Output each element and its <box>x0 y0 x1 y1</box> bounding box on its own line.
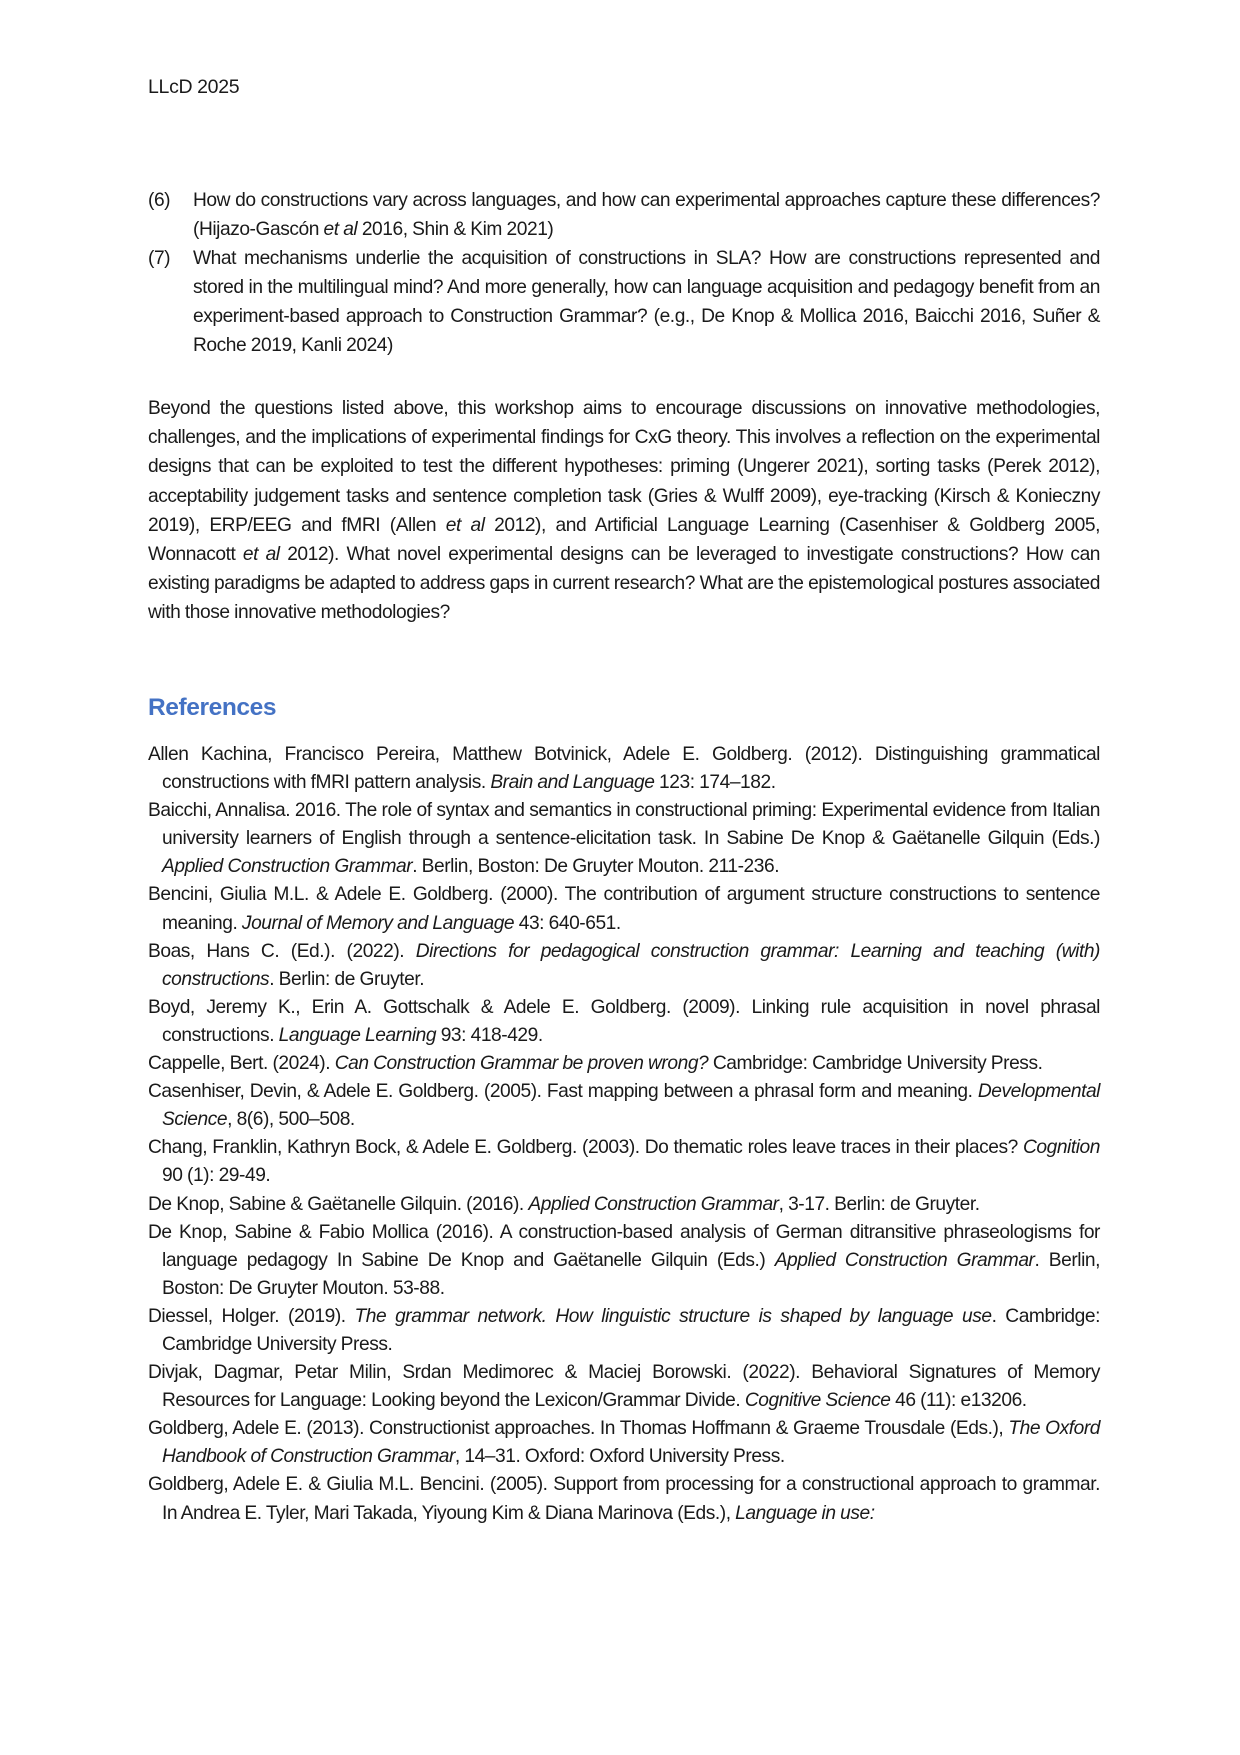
italic-run: et al <box>323 219 358 240</box>
reference-entry <box>148 1050 1100 1078</box>
reference-entry <box>148 1303 1100 1359</box>
italic-run: Cognition <box>1022 1137 1100 1159</box>
italic-run: Applied Construction Grammar <box>774 1249 1035 1271</box>
italic-run: The Oxford Handbook of Construction Grammar <box>162 1418 1100 1468</box>
italic-run: Developmental Science <box>162 1081 1100 1131</box>
text-run: De Knop, Sabine & Fabio Mollica (2016). A construction-based analysis of German ditransitive phraseologisms for language pedagogy In Sabine De Knop and Gaëtanelle Gilquin (Eds.) <box>148 1221 1100 1271</box>
text-run: Diessel, Holger. (2019). <box>148 1305 355 1327</box>
text-run: Cambridge: Cambridge University Press. <box>708 1053 1043 1075</box>
text-run: Baicchi, Annalisa. 2016. The role of syntax and semantics in constructional priming: Experimental evidence from Italian university learners of English through a sentence-elicitation task. In Sabine De Knop & Gaëtanelle Gilquin (Eds.) <box>148 800 1100 850</box>
question-text <box>193 186 1100 244</box>
question-item <box>148 186 1100 244</box>
text-run: Chang, Franklin, Kathryn Bock, & Adele E. Goldberg. (2003). Do thematic roles leave traces in their places? <box>148 1137 1023 1159</box>
text-run: , 3-17. Berlin: de Gruyter. <box>778 1193 980 1215</box>
text-run: 43: 640-651. <box>514 912 621 934</box>
text-run: 93: 418-429. <box>436 1024 543 1046</box>
text-run: Boas, Hans C. (Ed.). (2022). <box>148 940 416 962</box>
reference-entry <box>148 1471 1100 1527</box>
question-number: (7) <box>148 248 171 269</box>
text-run: Beyond the questions listed above, this workshop aims to encourage discussions on innovative methodologies, challenges, and the implications of experimental findings for CxG theory. This involves a reflection on the experimental designs that can be exploited to test the different hypotheses: priming (Ungerer 2021), sorting tasks (Perek 2012), acceptability judgement tasks and sentence completion task (Gries & Wulff 2009), eye-tracking (Kirsch & Konieczny 2019), ERP/EEG and fMRI (Allen <box>148 398 1100 536</box>
text-run: 2012). What novel experimental designs can be leveraged to investigate constructions? How can existing paradigms be adapted to address gaps in current research? What are the epistemological postures associated with those innovative methodologies? <box>148 544 1101 624</box>
text-run: Casenhiser, Devin, & Adele E. Goldberg. (2005). Fast mapping between a phrasal form and meaning. <box>148 1081 978 1103</box>
reference-entry <box>148 797 1100 881</box>
text-run: Allen Kachina, Francisco Pereira, Matthew Botvinick, Adele E. Goldberg. (2012). Distinguishing grammatical constructions with fMRI pattern analysis. <box>148 744 1100 794</box>
text-run: 90 (1): 29-49. <box>162 1165 271 1187</box>
question-text <box>193 244 1100 360</box>
text-run: De Knop, Sabine & Gaëtanelle Gilquin. (2016). <box>148 1193 529 1215</box>
text-run: Bencini, Giulia M.L. & Adele E. Goldberg. (2000). The contribution of argument structure constructions to sentence meaning. <box>148 884 1100 934</box>
italic-run: The grammar network. How linguistic structure is shaped by language use <box>354 1305 992 1327</box>
text-run: . Berlin, Boston: De Gruyter Mouton. 53-88. <box>162 1249 1100 1299</box>
body-paragraph <box>148 394 1100 628</box>
italic-run: Applied Construction Grammar <box>162 856 413 878</box>
italic-run: Directions for pedagogical construction grammar: Learning and teaching (with) constructions <box>162 940 1100 990</box>
references-heading: References <box>148 694 277 721</box>
text-run: 2012), and Artificial Language Learning (Casenhiser & Goldberg 2005, Wonnacott <box>148 514 1100 566</box>
reference-entry <box>148 938 1100 994</box>
running-header: LLcD 2025 <box>148 76 240 98</box>
reference-entry <box>148 1078 1100 1134</box>
italic-run: Brain and Language <box>490 772 655 794</box>
italic-run: Can Construction Grammar be proven wrong? <box>334 1053 709 1075</box>
reference-entry <box>148 1134 1100 1190</box>
text-run: . Cambridge: Cambridge University Press. <box>162 1305 1100 1355</box>
text-run: Divjak, Dagmar, Petar Milin, Srdan Medimorec & Maciej Borowski. (2022). Behavioral Signatures of Memory Resources for Language: Looking beyond the Lexicon/Grammar Divide. <box>148 1362 1100 1412</box>
italic-run: et al <box>445 514 485 536</box>
italic-run: Language Learning <box>278 1024 437 1046</box>
question-list <box>148 186 1100 360</box>
italic-run: Language in use: <box>735 1502 875 1524</box>
text-run: How do constructions vary across languages, and how can experimental approaches capture these differences? (Hijazo-Gascón <box>193 190 1100 240</box>
text-run: Goldberg, Adele E. (2013). Constructionist approaches. In Thomas Hoffmann & Graeme Trousdale (Eds.), <box>148 1418 1009 1440</box>
text-run: 123: 174–182. <box>654 772 776 794</box>
question-number: (6) <box>148 190 171 211</box>
reference-entry <box>148 1415 1100 1471</box>
text-run: Goldberg, Adele E. & Giulia M.L. Bencini. (2005). Support from processing for a constructional approach to grammar. In Andrea E. Tyler, Mari Takada, Yiyoung Kim & Diana Marinova (Eds.), <box>148 1474 1100 1524</box>
reference-entry <box>148 1219 1100 1303</box>
italic-run: Cognitive Science <box>744 1390 891 1412</box>
text-run: 2016, Shin & Kim 2021) <box>357 219 554 240</box>
text-run: What mechanisms underlie the acquisition of constructions in SLA? How are constructions represented and stored in the multilingual mind? And more generally, how can language acquisition and pedagogy benefit from an experiment-based approach to Construction Grammar? (e.g., De Knop & Mollica 2016, Baicchi 2016, Suñer & Roche 2019, Kanli 2024) <box>193 248 1100 356</box>
italic-run: Applied Construction Grammar <box>528 1193 779 1215</box>
reference-list <box>148 741 1100 1528</box>
text-run: Cappelle, Bert. (2024). <box>148 1053 335 1075</box>
reference-entry <box>148 881 1100 937</box>
text-run: . Berlin, Boston: De Gruyter Mouton. 211-236. <box>412 856 780 878</box>
italic-run: Journal of Memory and Language <box>241 912 515 934</box>
reference-entry <box>148 741 1100 797</box>
reference-entry <box>148 994 1100 1050</box>
text-run: 46 (11): e13206. <box>890 1390 1027 1412</box>
reference-entry <box>148 1359 1100 1415</box>
text-run: , 14–31. Oxford: Oxford University Press. <box>454 1446 785 1468</box>
question-item <box>148 244 1100 360</box>
text-run: . Berlin: de Gruyter. <box>269 968 425 990</box>
text-run: Boyd, Jeremy K., Erin A. Gottschalk & Adele E. Goldberg. (2009). Linking rule acquisition in novel phrasal constructions. <box>148 996 1100 1046</box>
reference-entry <box>148 1191 1100 1219</box>
italic-run: et al <box>242 544 280 566</box>
text-run: , 8(6), 500–508. <box>227 1109 355 1131</box>
